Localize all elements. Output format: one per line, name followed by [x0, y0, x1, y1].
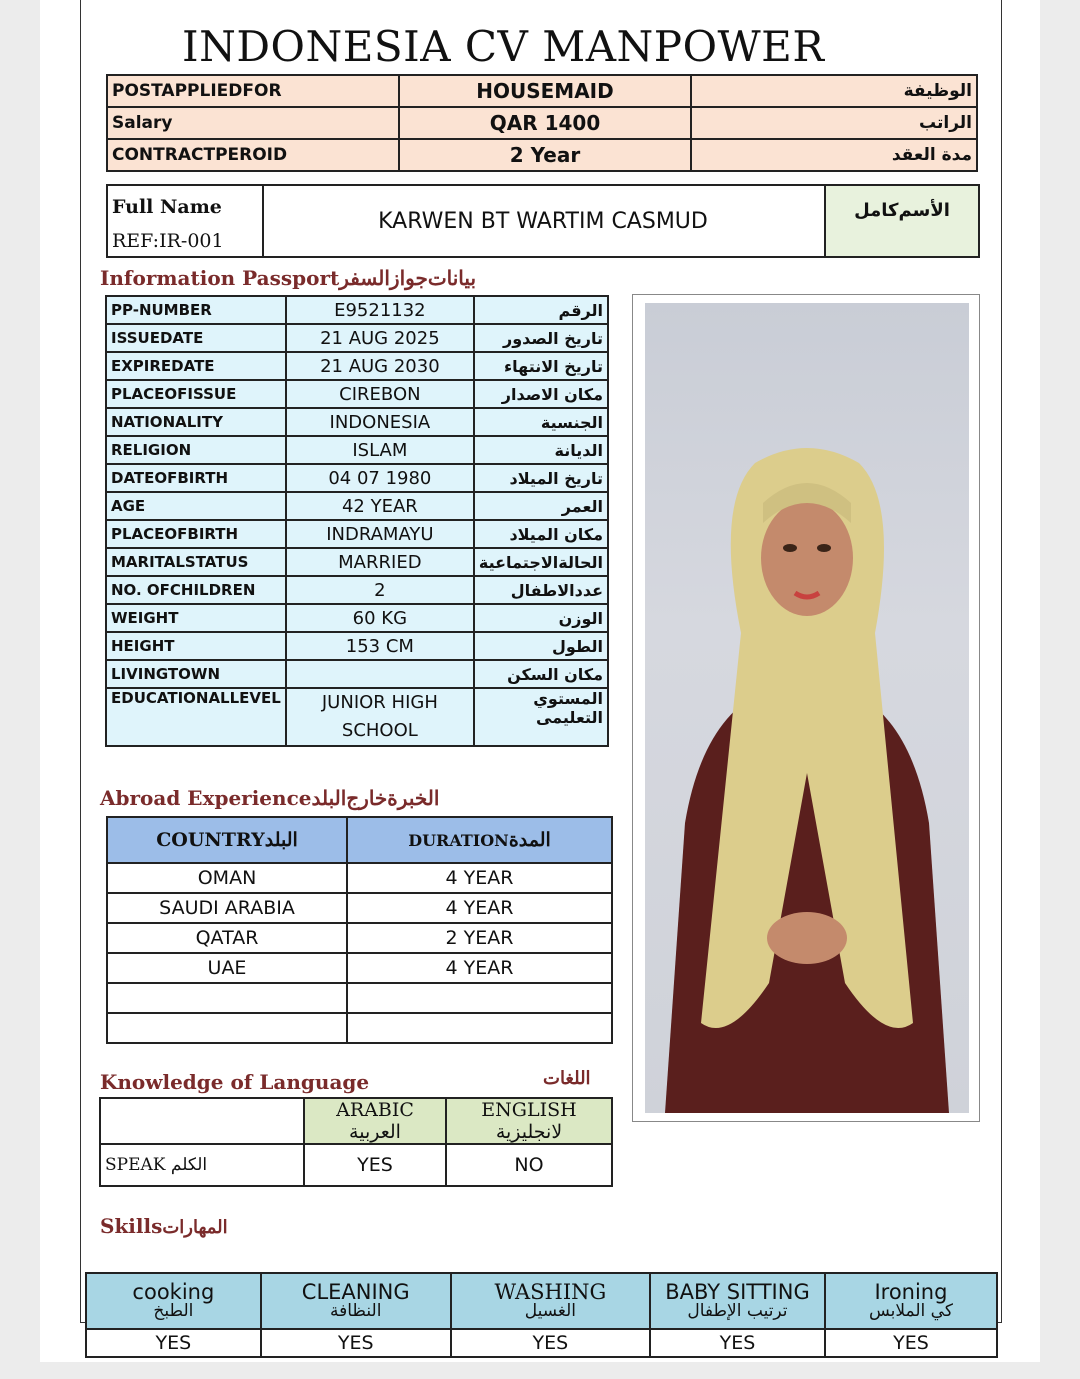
speak-english: NO [446, 1144, 612, 1186]
passport-arabic: الحالة‌الاجتماعية [474, 548, 608, 576]
passport-label: WEIGHT [106, 604, 286, 632]
abroad-heading [100, 786, 439, 810]
passport-row [106, 408, 608, 436]
full-name-box [106, 184, 980, 258]
abroad-country: QATAR [107, 923, 347, 953]
passport-value: E9521132 [286, 296, 474, 324]
skills-heading-ar: المهارات [162, 1217, 228, 1238]
full-name-arabic: الأسم‌كامل [824, 186, 978, 256]
skill-name-ar: الغسيل [524, 1301, 577, 1322]
abroad-country [107, 983, 347, 1013]
passport-row [106, 688, 608, 746]
passport-label: NO. OFCHILDREN [106, 576, 286, 604]
duration-header-ar: المدة [508, 829, 551, 851]
language-header-row [100, 1098, 612, 1144]
passport-arabic: الوزن [474, 604, 608, 632]
skill-name-ar: النظافة [330, 1301, 382, 1322]
job-row [107, 75, 977, 107]
passport-arabic: الديانة [474, 436, 608, 464]
skill-header [86, 1273, 261, 1329]
applicant-portrait [645, 303, 969, 1113]
abroad-table [106, 816, 613, 1044]
skill-name: cooking [132, 1280, 215, 1305]
passport-value: 2 [286, 576, 474, 604]
job-arabic: مدة العقد [691, 139, 977, 171]
skill-value: YES [261, 1329, 451, 1357]
passport-arabic: تاريخ الميلاد [474, 464, 608, 492]
abroad-row [107, 983, 612, 1013]
skill-value: YES [650, 1329, 825, 1357]
full-name-label: Full Name [112, 196, 222, 218]
passport-label: LIVINGTOWN [106, 660, 286, 688]
passport-row [106, 632, 608, 660]
skill-name-ar: كي الملابس [868, 1301, 953, 1322]
arabic-header: ARABIC العربية [304, 1098, 446, 1144]
applicant-photo [632, 294, 980, 1122]
speak-label: SPEAK الكلم [100, 1144, 304, 1186]
passport-row [106, 660, 608, 688]
passport-heading-en: Information Passport [100, 266, 340, 290]
passport-label: PP-NUMBER [106, 296, 286, 324]
skills-value-row [86, 1329, 997, 1357]
passport-row [106, 324, 608, 352]
abroad-row [107, 863, 612, 893]
passport-arabic: مكان السكن [474, 660, 608, 688]
language-corner [100, 1098, 304, 1144]
skill-name: WASHING [494, 1280, 607, 1305]
job-value: 2 Year [399, 139, 691, 171]
full-name-label-cell [108, 186, 264, 256]
job-value: QAR 1400 [399, 107, 691, 139]
abroad-row [107, 893, 612, 923]
passport-arabic: تاريخ الصدور [474, 324, 608, 352]
skill-value: YES [86, 1329, 261, 1357]
passport-row [106, 436, 608, 464]
abroad-row [107, 953, 612, 983]
job-arabic: الوظيفة [691, 75, 977, 107]
passport-label: NATIONALITY [106, 408, 286, 436]
passport-arabic: المستوي التعليمى [474, 688, 608, 746]
abroad-heading-ar: الخبرة‌خارج‌البلد [311, 786, 440, 810]
passport-heading [100, 266, 476, 290]
abroad-duration: 4 YEAR [347, 953, 612, 983]
passport-row [106, 520, 608, 548]
duration-header-en: DURATION [408, 831, 509, 850]
skill-value: YES [825, 1329, 997, 1357]
passport-value: MARRIED [286, 548, 474, 576]
passport-row [106, 492, 608, 520]
passport-value [286, 660, 474, 688]
country-header [107, 817, 347, 863]
passport-value: 153 CM [286, 632, 474, 660]
passport-arabic: الجنسية [474, 408, 608, 436]
passport-label: PLACEOFBIRTH [106, 520, 286, 548]
job-label: POSTAPPLIEDFOR [107, 75, 399, 107]
skills-heading-en: Skills [100, 1214, 163, 1238]
language-table [99, 1097, 613, 1187]
skill-header [451, 1273, 650, 1329]
skill-name: CLEANING [301, 1280, 410, 1305]
abroad-heading-en: Abroad Experience [100, 786, 312, 810]
passport-value: INDONESIA [286, 408, 474, 436]
speak-row [100, 1144, 612, 1186]
abroad-duration [347, 983, 612, 1013]
skill-value: YES [451, 1329, 650, 1357]
passport-label: PLACEOFISSUE [106, 380, 286, 408]
job-label: CONTRACTPEROID [107, 139, 399, 171]
full-name-value: KARWEN BT WARTIM CASMUD [378, 208, 708, 234]
passport-label: HEIGHT [106, 632, 286, 660]
passport-label: RELIGION [106, 436, 286, 464]
skill-header [261, 1273, 451, 1329]
passport-row [106, 548, 608, 576]
passport-value: JUNIOR HIGH SCHOOL [286, 688, 474, 746]
abroad-country [107, 1013, 347, 1043]
skills-table [85, 1272, 998, 1358]
abroad-duration: 4 YEAR [347, 893, 612, 923]
abroad-duration [347, 1013, 612, 1043]
passport-label: MARITALSTATUS [106, 548, 286, 576]
abroad-duration: 2 YEAR [347, 923, 612, 953]
passport-row [106, 604, 608, 632]
passport-arabic: الطول [474, 632, 608, 660]
abroad-country: SAUDI ARABIA [107, 893, 347, 923]
passport-row [106, 464, 608, 492]
skill-name: Ironing [874, 1280, 948, 1305]
passport-label: EDUCATIONALLEVEL [106, 688, 286, 746]
passport-value: 42 YEAR [286, 492, 474, 520]
passport-row [106, 576, 608, 604]
passport-row [106, 296, 608, 324]
passport-label: AGE [106, 492, 286, 520]
passport-value: ISLAM [286, 436, 474, 464]
photo-image [645, 303, 969, 1113]
job-row [107, 139, 977, 171]
passport-heading-ar: بيانات‌جواز‌السفر [339, 266, 477, 290]
passport-arabic: العمر [474, 492, 608, 520]
skill-name-ar: الطبخ [153, 1301, 194, 1322]
english-header: ENGLISH لانجليزية [446, 1098, 612, 1144]
passport-arabic: مكان الاصدار [474, 380, 608, 408]
passport-value: CIREBON [286, 380, 474, 408]
passport-label: EXPIREDATE [106, 352, 286, 380]
abroad-country: OMAN [107, 863, 347, 893]
page-title: INDONESIA CV MANPOWER [182, 22, 825, 71]
passport-value: INDRAMAYU [286, 520, 474, 548]
job-row [107, 107, 977, 139]
passport-value: 04 07 1980 [286, 464, 474, 492]
skill-name-ar: ترتيب الإطفال [687, 1301, 788, 1322]
job-value: HOUSEMAID [399, 75, 691, 107]
abroad-row [107, 1013, 612, 1043]
skill-header [825, 1273, 997, 1329]
country-header-en: COUNTRY [156, 829, 265, 851]
passport-label: ISSUEDATE [106, 324, 286, 352]
country-header-ar: البلد [264, 829, 298, 851]
job-table [106, 74, 978, 172]
language-heading: Knowledge of Language [100, 1070, 370, 1094]
passport-row [106, 352, 608, 380]
passport-arabic: عدد‌الاطفال [474, 576, 608, 604]
job-label: Salary [107, 107, 399, 139]
passport-value: 21 AUG 2030 [286, 352, 474, 380]
passport-table [105, 295, 609, 747]
passport-arabic: تاريخ الانتهاء [474, 352, 608, 380]
passport-value: 21 AUG 2025 [286, 324, 474, 352]
job-arabic: الراتب [691, 107, 977, 139]
skills-header-row [86, 1273, 997, 1329]
passport-label: DATEOFBIRTH [106, 464, 286, 492]
ref-number: REF:IR-001 [112, 230, 224, 252]
passport-arabic: الرقم [474, 296, 608, 324]
skill-header [650, 1273, 825, 1329]
passport-arabic: مكان الميلاد [474, 520, 608, 548]
duration-header [347, 817, 612, 863]
skill-name: BABY SITTING [665, 1280, 810, 1305]
abroad-duration: 4 YEAR [347, 863, 612, 893]
abroad-header-row [107, 817, 612, 863]
abroad-country: UAE [107, 953, 347, 983]
passport-value: 60 KG [286, 604, 474, 632]
abroad-row [107, 923, 612, 953]
language-heading-ar: اللغات [543, 1068, 591, 1089]
passport-row [106, 380, 608, 408]
speak-arabic: YES [304, 1144, 446, 1186]
skills-heading [100, 1214, 228, 1238]
